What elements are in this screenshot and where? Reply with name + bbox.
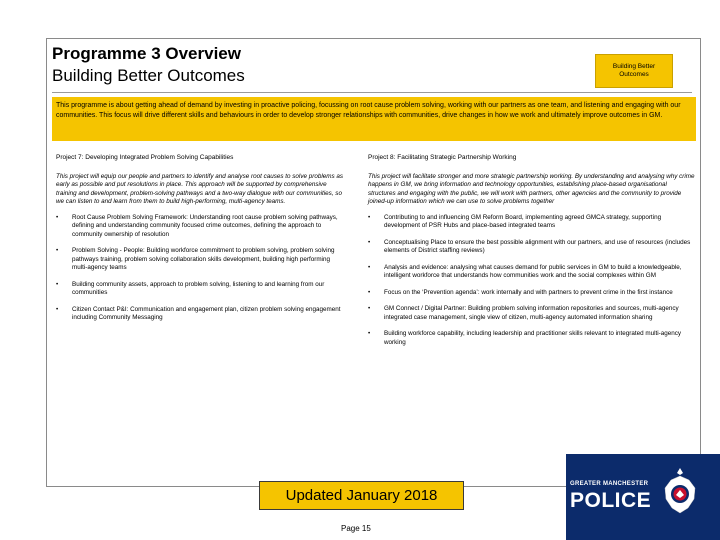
updated-banner <box>259 481 464 510</box>
bullet-text: Citizen Contact P&I: Communication and engagement plan, citizen problem solving engagement including Community Messaging <box>72 305 341 321</box>
bullet-text: Building community assets, approach to problem solving, listening to and learning from our communities <box>72 280 325 296</box>
page-subtitle: Building Better Outcomes <box>52 66 245 85</box>
list-item <box>368 264 696 281</box>
bullet-icon: • <box>56 280 59 288</box>
police-crest-icon <box>661 466 699 516</box>
bullet-text: Conceptualising Place to ensure the best possible alignment with our partners, and use of resources (includes elements of District staffing reviews) <box>384 238 691 254</box>
bullet-icon: • <box>368 238 371 246</box>
intro-banner: This programme is about getting ahead of demand by investing in proactive policing, focussing on root cause problem solving, working with our partners as one team, and listening and engaging with our communities. This focus will drive different skills and behaviours in order to develop stronger relationships with communities, drive changes in how we work and ultimately improve outcomes in GM. <box>52 97 696 141</box>
bullet-text: Focus on the ‘Prevention agenda’: work internally and with partners to prevent crime in the first instance <box>384 288 673 296</box>
project-8-column <box>368 154 696 355</box>
bullet-icon: • <box>368 263 371 271</box>
list-item <box>56 214 346 240</box>
list-item <box>368 305 696 322</box>
programme-badge <box>595 54 673 88</box>
logo-word: POLICE <box>570 489 652 512</box>
bullet-text: Contributing to and influencing GM Reform Board, implementing agreed GMCA strategy, supporting development of PSR Hubs and place-based integrated teams <box>384 213 662 229</box>
list-item <box>368 214 696 231</box>
updated-label: Updated January 2018 <box>285 487 438 504</box>
list-item <box>56 306 346 323</box>
page-number: Page 15 <box>341 524 371 533</box>
programme-badge-label: Building Better Outcomes <box>612 63 656 78</box>
bullet-icon: • <box>368 305 371 312</box>
logo-top-text: GREATER MANCHESTER <box>570 481 649 487</box>
bullet-icon: • <box>56 247 59 254</box>
project-7-column <box>56 154 346 331</box>
bullet-icon: • <box>368 330 371 337</box>
project-7-title: Project 7: Developing Integrated Problem Solving Capabilities <box>56 154 234 161</box>
project-8-title: Project 8: Facilitating Strategic Partnership Working <box>368 154 517 161</box>
project-8-bullets <box>368 214 696 348</box>
bullet-icon: • <box>56 305 59 313</box>
list-item <box>56 281 346 298</box>
bullet-text: Root Cause Problem Solving Framework: Understanding root cause problem solving pathways, defining and understanding community focused crime outcomes, defining the approach to community ownership of resolution <box>72 213 338 238</box>
title-divider <box>52 92 692 93</box>
list-item <box>368 239 696 256</box>
bullet-icon: • <box>368 213 371 221</box>
page-title: Programme 3 Overview <box>52 44 241 63</box>
bullet-text: GM Connect / Digital Partner: Building problem solving information repositories and sources, multi-agency integrated case management, single view of citizen, multi-agency automated information sharing <box>384 305 679 321</box>
gmp-logo <box>566 454 720 540</box>
list-item <box>368 330 696 347</box>
bullet-text: Problem Solving - People: Building workforce commitment to problem solving, problem solving pathways training, problem solving collaboration skills development, building high performing multi-agency teams <box>72 247 335 271</box>
bullet-icon: • <box>56 213 59 221</box>
list-item <box>56 247 346 273</box>
bullet-text: Analysis and evidence: analysing what causes demand for public services in GM to build a knowledgeable, intelligent workforce that understands how communities work and the social complexes within GM <box>384 263 682 279</box>
project-7-bullets <box>56 214 346 323</box>
project-7-description: This project will equip our people and partners to identify and analyse root causes to solve problems as early as possible and put resolutions in place. This approach will be supported by comprehensive training and development, problem-solving pathways and a two-way dialogue with our communities, so we can listen to and learn from them to build high-performing, multi-agency teams. <box>56 172 344 205</box>
project-8-description: This project will facilitate stronger and more strategic partnership working. By understanding and analysing why crime happens in GM, we bring information and technology opportunities, establishing place-based organisational structures and engaging with the public, we will work with partners, other agencies and the community to provide joined-up information which we can use to solve problems together <box>368 172 695 205</box>
list-item <box>368 289 696 298</box>
bullet-icon: • <box>368 288 371 296</box>
bullet-text: Building workforce capability, including leadership and practitioner skills relevant to integrated multi-agency working <box>384 330 682 346</box>
